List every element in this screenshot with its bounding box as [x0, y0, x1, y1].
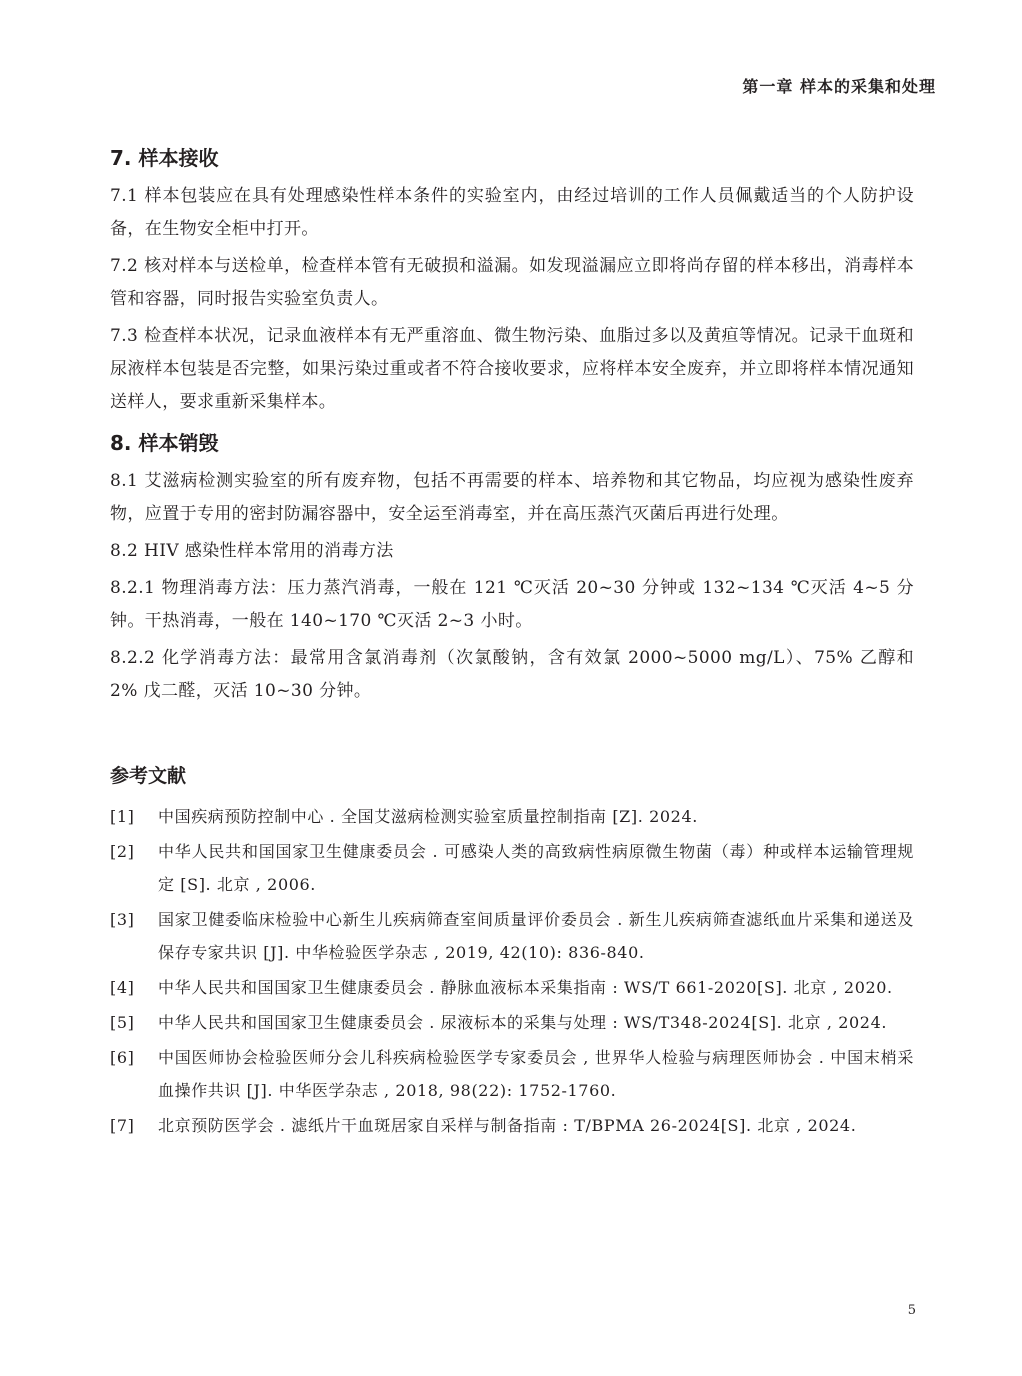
reference-number: [6] [110, 1048, 135, 1067]
running-header-title: 第一章 样本的采集和处理 [742, 77, 936, 96]
reference-item [110, 1109, 914, 1142]
reference-item [110, 1006, 914, 1039]
page-content [110, 142, 914, 1144]
reference-item [110, 903, 914, 969]
reference-text: 中华人民共和国国家卫生健康委员会 . 尿液标本的采集与处理 : WS/T348-2024[S]. 北京 , 2024. [158, 1013, 888, 1032]
section-8-heading: 8. 样本销毁 [110, 431, 219, 455]
reference-item [110, 971, 914, 1004]
reference-text: 中华人民共和国国家卫生健康委员会 . 可感染人类的高致病性病原微生物菌（毒）种或样本运输管理规定 [S]. 北京 , 2006. [158, 842, 914, 894]
reference-item [110, 800, 914, 833]
references-heading: 参考文献 [110, 765, 187, 787]
reference-text: 国家卫健委临床检验中心新生儿疾病筛查室间质量评价委员会 . 新生儿疾病筛查滤纸血片采集和递送及保存专家共识 [J]. 中华检验医学杂志 , 2019, 42(10): 836-840. [158, 910, 914, 962]
page-number: 5 [907, 1303, 916, 1318]
reference-text: 中国医师协会检验医师分会儿科疾病检验医学专家委员会 , 世界华人检验与病理医师协会 . 中国末梢采血操作共识 [J]. 中华医学杂志 , 2018, 98(22): 1752-1760. [158, 1048, 914, 1100]
reference-number: [1] [110, 807, 135, 826]
reference-number: [3] [110, 910, 135, 929]
paragraph-8-2-2: 8.2.2 化学消毒方法：最常用含氯消毒剂（次氯酸钠，含有效氯 2000~5000 mg/L）、75% 乙醇和 2% 戊二醛，灭活 10~30 分钟。 [110, 648, 914, 701]
paragraph-7-1: 7.1 样本包装应在具有处理感染性样本条件的实验室内，由经过培训的工作人员佩戴适当的个人防护设备，在生物安全柜中打开。 [110, 186, 914, 239]
paragraph-8-2: 8.2 HIV 感染性样本常用的消毒方法 [110, 541, 394, 561]
paragraph-8-2-1: 8.2.1 物理消毒方法：压力蒸汽消毒，一般在 121 ℃灭活 20~30 分钟或 132~134 ℃灭活 4~5 分钟。干热消毒，一般在 140~170 ℃灭活 2~3 小时。 [110, 578, 914, 631]
reference-number: [5] [110, 1013, 135, 1032]
paragraph-8-1: 8.1 艾滋病检测实验室的所有废弃物，包括不再需要的样本、培养物和其它物品，均应视为感染性废弃物，应置于专用的密封防漏容器中，安全运至消毒室，并在高压蒸汽灭菌后再进行处理。 [110, 471, 914, 524]
reference-item [110, 1041, 914, 1107]
paragraph-7-3: 7.3 检查样本状况，记录血液样本有无严重溶血、微生物污染、血脂过多以及黄疸等情况。记录干血斑和尿液样本包装是否完整，如果污染过重或者不符合接收要求，应将样本安全废弃，并立即将样本情况通知送样人，要求重新采集样本。 [110, 326, 914, 412]
paragraph-7-2: 7.2 核对样本与送检单，检查样本管有无破损和溢漏。如发现溢漏应立即将尚存留的样本移出，消毒样本管和容器，同时报告实验室负责人。 [110, 256, 914, 309]
reference-text: 中华人民共和国国家卫生健康委员会 . 静脉血液标本采集指南 : WS/T 661-2020[S]. 北京 , 2020. [158, 978, 893, 997]
reference-number: [4] [110, 978, 135, 997]
reference-number: [7] [110, 1116, 135, 1135]
section-7-heading: 7. 样本接收 [110, 146, 219, 170]
reference-number: [2] [110, 842, 135, 861]
reference-text: 北京预防医学会 . 滤纸片干血斑居家自采样与制备指南 : T/BPMA 26-2024[S]. 北京 , 2024. [158, 1116, 857, 1135]
reference-text: 中国疾病预防控制中心 . 全国艾滋病检测实验室质量控制指南 [Z]. 2024. [158, 807, 698, 826]
reference-item [110, 835, 914, 901]
